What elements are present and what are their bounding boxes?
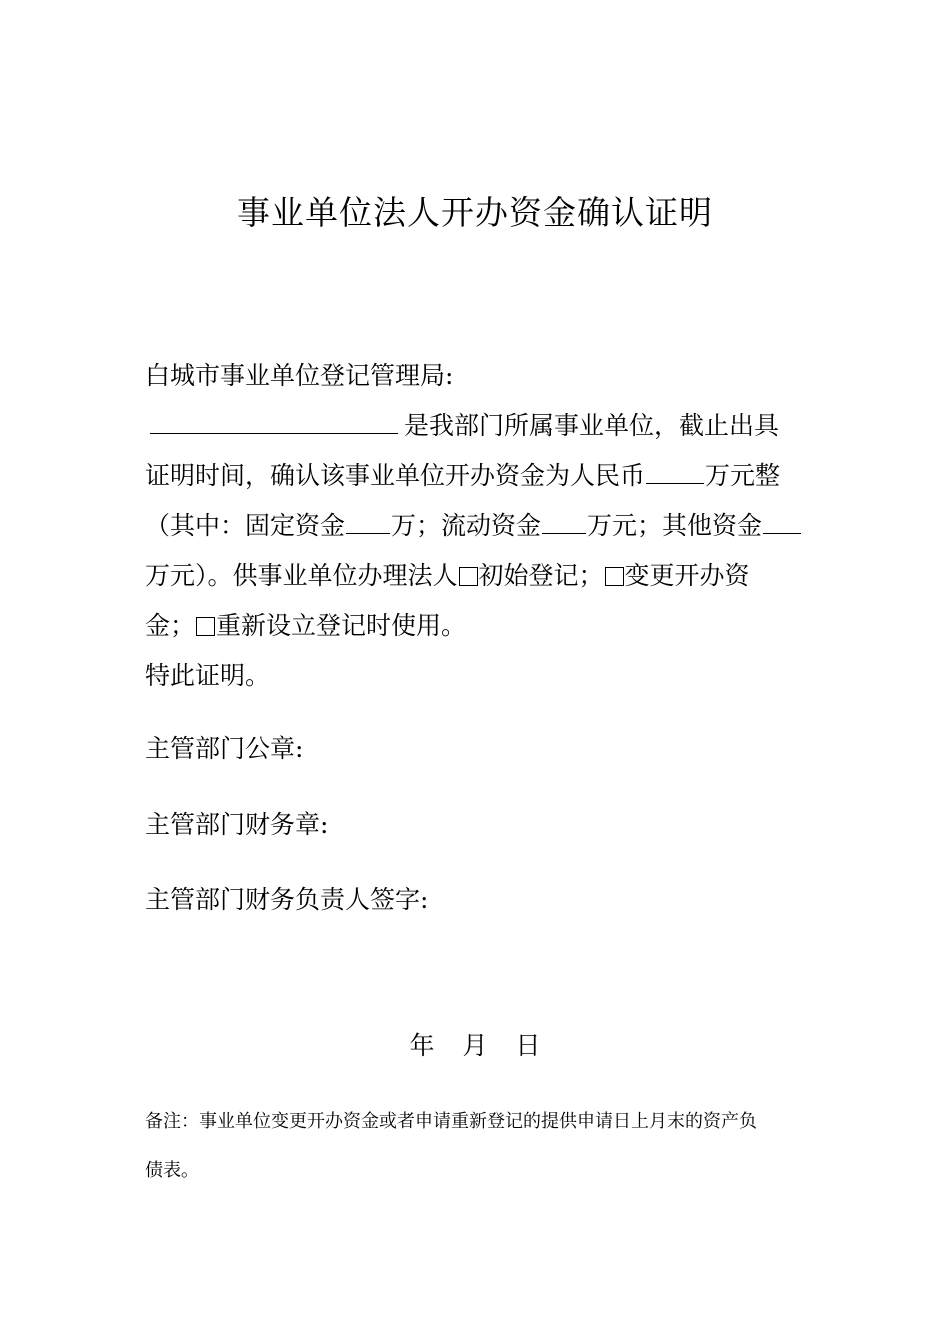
body-line-4 [145, 558, 750, 594]
seal-label: 主管部门公章: [145, 734, 304, 763]
total-fund-blank[interactable] [646, 461, 704, 484]
change-fund-checkbox[interactable] [605, 567, 624, 586]
body-text: 证明时间，确认该事业单位开办资金为人民币 [145, 461, 646, 490]
date-month: 月 [462, 1031, 488, 1060]
body-text: （其中：固定资金 [145, 511, 346, 540]
body-line-2 [145, 458, 780, 494]
re-establish-checkbox[interactable] [196, 617, 215, 636]
body-text: 初始登记； [478, 561, 604, 590]
unit-name-blank[interactable] [150, 411, 398, 434]
current-fund-blank[interactable] [542, 511, 586, 534]
body-text: 万元；其他资金 [587, 511, 763, 540]
body-line-5 [145, 608, 466, 644]
date-day: 日 [515, 1031, 541, 1060]
body-text: 金； [145, 611, 196, 640]
finance-signature-label: 主管部门财务负责人签字: [145, 885, 429, 914]
body-line-1 [145, 408, 779, 444]
other-fund-blank[interactable] [763, 511, 801, 534]
fixed-fund-blank[interactable] [346, 511, 390, 534]
date-line [0, 1028, 950, 1064]
body-text: 重新设立登记时使用。 [216, 611, 467, 640]
date-year: 年 [409, 1031, 435, 1060]
body-text: 万元整 [705, 461, 781, 490]
closing-text: 特此证明。 [145, 661, 271, 690]
note-line-2: 债表。 [145, 1160, 199, 1181]
body-text: 变更开办资 [624, 561, 750, 590]
body-line-3 [145, 508, 802, 544]
addressee: 白城市事业单位登记管理局: [145, 361, 454, 390]
note-line-1: 备注：事业单位变更开办资金或者申请重新登记的提供申请日上月末的资产负 [145, 1111, 757, 1132]
finance-seal-label: 主管部门财务章: [145, 810, 329, 839]
document-title: 事业单位法人开办资金确认证明 [237, 193, 713, 232]
body-text: 万；流动资金 [391, 511, 542, 540]
body-text: 是我部门所属事业单位，截止出具 [404, 411, 780, 440]
initial-registration-checkbox[interactable] [459, 567, 478, 586]
body-text: 万元）。供事业单位办理法人 [145, 561, 458, 590]
